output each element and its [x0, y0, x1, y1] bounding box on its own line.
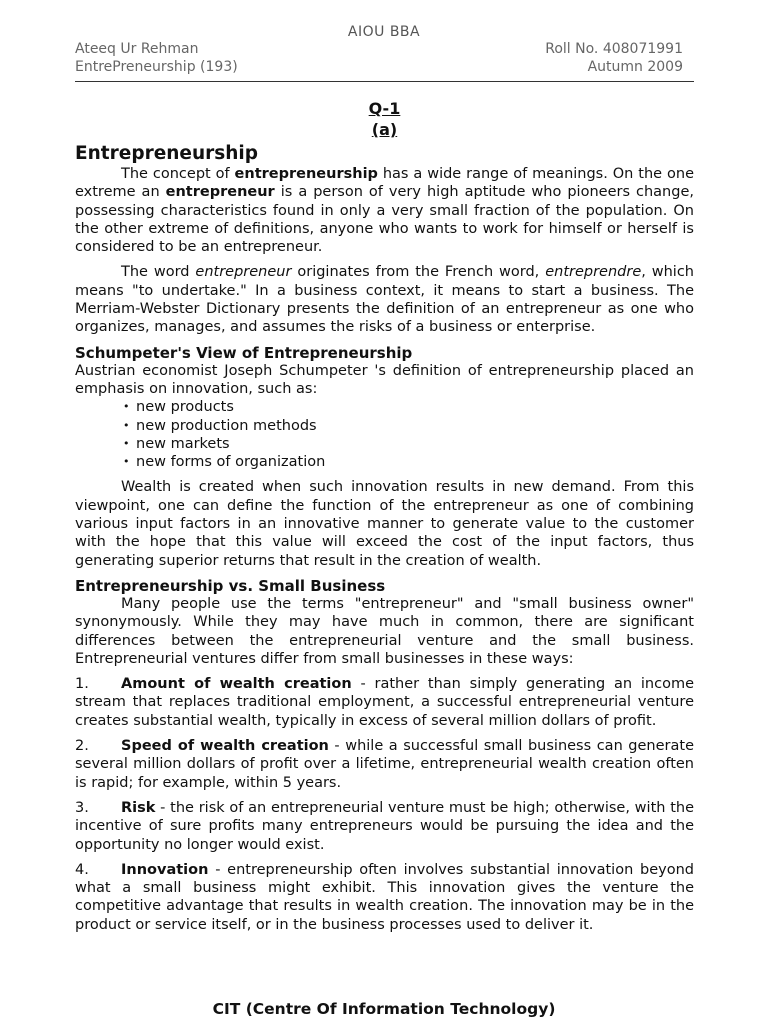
para2-italic-2: entreprendre [545, 264, 642, 281]
point-title: Risk [121, 799, 156, 816]
question-part: (a) [371, 120, 398, 139]
point-text: - the risk of an entrepreneurial venture must be high; otherwise, with the incentive of sure profits many entrepreneurs would be pursuing the idea and the opportunity no longer would exist. [75, 799, 694, 853]
header-semester: Autumn 2009 [587, 59, 683, 75]
point-title: Innovation [121, 861, 209, 878]
point-number: 2. [75, 738, 89, 755]
point-number: 1. [75, 676, 89, 693]
page-footer: CIT (Centre Of Information Technology) [212, 1000, 556, 1018]
paragraph-small-business-intro: Many people use the terms "entrepreneur" and "small business owner" synonymously. While they may have much in common, there are significant differences between the entrepreneurial venture and the small business. Entrepreneurial ventures differ from small businesses in these ways: [75, 595, 694, 667]
point-title: Amount of wealth creation [121, 676, 352, 693]
point-wealth-amount [75, 675, 694, 730]
header-divider [75, 81, 694, 82]
paragraph-word-origin [75, 263, 694, 336]
innovation-list [75, 398, 694, 471]
header-roll-number: Roll No. 408071991 [545, 41, 683, 57]
question-number: Q-1 [368, 99, 401, 118]
header-center-title: AIOU BBA [347, 24, 421, 40]
subheading-small-business: Entrepreneurship vs. Small Business [75, 576, 386, 595]
document-body [75, 98, 694, 934]
point-text: - entrepreneurship often involves substantial innovation beyond what a small business might exhibit. This innovation gives the venture the competitive advantage that results in wealth creation. The innovation may be in the product or service itself, or in the business processes used to deliver it. [75, 861, 694, 933]
para1-bold-2: entrepreneur [165, 184, 275, 201]
point-text: - while a successful small business can generate several million dollars of profit over a lifetime, entrepreneurial wealth creation often is rapid; for example, within 5 years. [75, 738, 694, 791]
para2-text-2: originates from the French word, [291, 264, 546, 281]
para2-text-1: The word [121, 264, 196, 281]
point-title: Speed of wealth creation [121, 738, 329, 755]
point-number: 4. [75, 861, 89, 878]
paragraph-concept [75, 165, 694, 256]
header-right-block [545, 40, 683, 76]
para1-text-1: The concept of [121, 166, 235, 182]
para2-italic-1: entrepreneur [195, 264, 292, 281]
point-wealth-speed [75, 737, 694, 792]
point-number: 3. [75, 799, 89, 816]
para1-text-2: has a wide range of meanings. On the one extreme an [75, 166, 694, 201]
paragraph-schumpeter-intro: Austrian economist Joseph Schumpeter 's definition of entrepreneurship placed an emphasis on innovation, such as: [75, 362, 694, 397]
header-course: EntrePreneurship (193) [75, 59, 238, 75]
point-text: - rather than simply generating an income stream that replaces traditional employment, a successful entrepreneurial venture creates substantial wealth, typically in excess of several million dollars of profit. [75, 676, 694, 729]
list-item: • new products [123, 398, 694, 416]
subheading-schumpeter: Schumpeter's View of Entrepreneurship [75, 343, 413, 362]
list-item: • new production methods [123, 417, 694, 435]
point-innovation [75, 861, 694, 934]
header-student-name: Ateeq Ur Rehman [75, 41, 199, 57]
section-title: Entrepreneurship [75, 143, 259, 164]
header-left-block [75, 40, 238, 76]
para1-bold-1: entrepreneurship [234, 166, 378, 182]
para2-text-3: , which means "to undertake." In a business context, it means to start a business. The Merriam-Webster Dictionary presents the definition of an entrepreneur as one who organizes, manages, and assumes the risks of a business or enterprise. [75, 264, 695, 336]
list-item: • new markets [123, 435, 694, 453]
paragraph-wealth: Wealth is created when such innovation results in new demand. From this viewpoint, one can define the function of the entrepreneur as one of combining various input factors in an innovative manner to generate value to the customer with the hope that this value will exceed the cost of the input factors, thus generating superior returns that result in the creation of wealth. [75, 479, 694, 569]
list-item: • new forms of organization [123, 453, 694, 471]
point-risk [75, 799, 694, 854]
para1-text-3: is a person of very high aptitude who pioneers change, possessing characteristics found in only a very small fraction of the population. On the other extreme of definitions, anyone who wants to work for himself or herself is considered to be an entrepreneur. [75, 184, 694, 256]
